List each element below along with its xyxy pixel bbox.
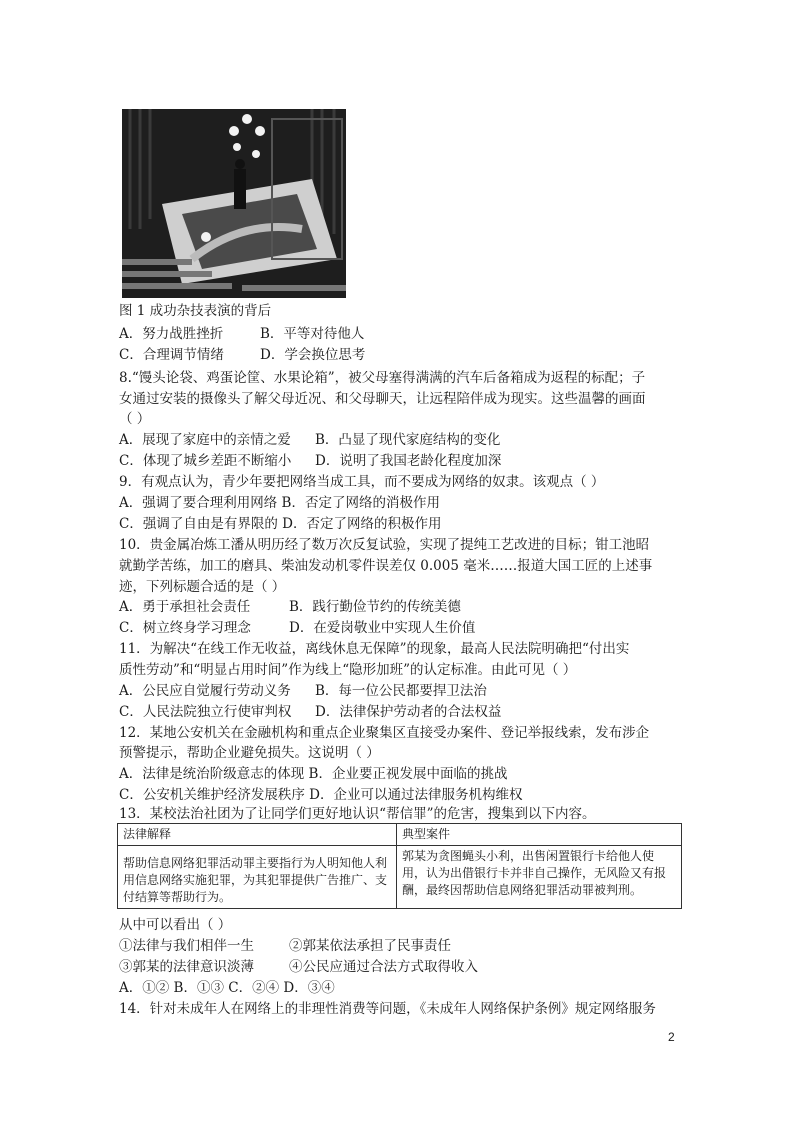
acrobatics-photo bbox=[122, 109, 346, 298]
figure-caption: 图 1 成功杂技表演的背后 bbox=[119, 303, 272, 319]
q14-stem-line1: 14．针对未成年人在网络上的非理性消费等问题，《未成年人网络保护条例》规定网络服务 bbox=[119, 1001, 656, 1017]
q9-options-cd: C．强调了自由是有界限的 D．否定了网络的积极作用 bbox=[119, 516, 442, 532]
q8-option-d: D．说明了我国老龄化程度加深 bbox=[315, 453, 502, 469]
q10-option-c: C．树立终身学习理念 bbox=[119, 620, 251, 636]
table-header-law-explanation: 法律解释 bbox=[118, 824, 397, 846]
q12-options-cd: C．公安机关维护经济发展秩序 D．企业可以通过法律服务机构维权 bbox=[119, 787, 523, 803]
q11-option-a: A．公民应自觉履行劳动义务 bbox=[119, 683, 291, 699]
q12-stem-line2: 预警提示，帮助企业避免损失。这说明（ ） bbox=[119, 745, 380, 761]
q13-stem: 13．某校法治社团为了让同学们更好地认识“帮信罪”的危害，搜集到以下内容。 bbox=[119, 806, 596, 822]
table-cell-law-explanation: 帮助信息网络犯罪活动罪主要指行为人明知他人利用信息网络实施犯罪，为其犯罪提供广告推广、支付结算等帮助行为。 bbox=[118, 846, 397, 909]
q10-stem-line2: 就勤学苦练，加工的磨具、柴油发动机零件误差仅 0.005 毫米……报道大国工匠的上述事 bbox=[119, 558, 653, 574]
q11-stem-line1: 11．为解决“在线工作无收益，离线休息无保障”的现象，最高人民法院明确把“付出实 bbox=[119, 641, 630, 657]
q8-option-b: B．凸显了现代家庭结构的变化 bbox=[315, 432, 501, 448]
q10-option-a: A．勇于承担社会责任 bbox=[119, 599, 251, 615]
q13-statement-3: ③郭某的法律意识淡薄 bbox=[119, 959, 254, 975]
q11-option-b: B．每一位公民都要捍卫法治 bbox=[315, 683, 487, 699]
q9-stem: 9．有观点认为，青少年要把网络当成工具，而不要成为网络的奴隶。该观点（ ） bbox=[119, 474, 605, 490]
q8-stem-line2: 女通过安装的摄像头了解父母近况、和父母聊天，让远程陪伴成为现实。这些温馨的画面 bbox=[119, 391, 646, 407]
q13-table bbox=[117, 823, 682, 909]
q7-option-c: C．合理调节情绪 bbox=[119, 347, 224, 363]
q10-stem-line3: 迹，下列标题合适的是（ ） bbox=[119, 579, 286, 595]
q12-stem-line1: 12．某地公安机关在金融机构和重点企业聚集区直接受办案件、登记举报线索，发布涉企 bbox=[119, 725, 650, 741]
q7-option-a: A．努力战胜挫折 bbox=[119, 326, 224, 342]
q10-option-d: D．在爱岗敬业中实现人生价值 bbox=[289, 620, 476, 636]
q11-stem-line2: 质性劳动”和“明显占用时间”作为线上“隐形加班”的认定标准。由此可见（ ） bbox=[119, 662, 577, 678]
q8-option-c: C．体现了城乡差距不断缩小 bbox=[119, 453, 292, 469]
q7-option-b: B．平等对待他人 bbox=[260, 326, 365, 342]
table-header-typical-case: 典型案件 bbox=[397, 824, 682, 846]
table-cell-typical-case: 郭某为贪图蝇头小利，出售闲置银行卡给他人使用，认为出借银行卡并非自己操作，无风险又有报酬，最终因帮助信息网络犯罪活动罪被判刑。 bbox=[397, 846, 682, 909]
q13-statement-2: ②郭某依法承担了民事责任 bbox=[289, 938, 451, 954]
q10-option-b: B．践行勤俭节约的传统美德 bbox=[289, 599, 461, 615]
q8-option-a: A．展现了家庭中的亲情之爱 bbox=[119, 432, 291, 448]
q12-options-ab: A．法律是统治阶级意志的体现 B．企业要正视发展中面临的挑战 bbox=[119, 766, 508, 782]
q13-question: 从中可以看出（ ） bbox=[119, 917, 232, 933]
q8-stem-line1: 8.“馒头论袋、鸡蛋论筐、水果论箱”，被父母塞得满满的汽车后备箱成为返程的标配；子 bbox=[119, 370, 646, 386]
q7-option-d: D．学会换位思考 bbox=[260, 347, 366, 363]
q10-stem-line1: 10．贵金属冶炼工潘从明历经了数万次反复试验，实现了提纯工艺改进的目标；钳工池昭 bbox=[119, 537, 650, 553]
q13-options: A．①② B．①③ C．②④ D．③④ bbox=[119, 980, 335, 996]
q9-options-ab: A．强调了要合理利用网络 B．否定了网络的消极作用 bbox=[119, 495, 440, 511]
page-number: 2 bbox=[668, 1030, 675, 1044]
q11-option-c: C．人民法院独立行使审判权 bbox=[119, 704, 292, 720]
q11-option-d: D．法律保护劳动者的合法权益 bbox=[315, 704, 502, 720]
q8-stem-line3: （ ） bbox=[119, 411, 151, 427]
q13-statement-4: ④公民应通过合法方式取得收入 bbox=[289, 959, 478, 975]
q13-statement-1: ①法律与我们相伴一生 bbox=[119, 938, 254, 954]
